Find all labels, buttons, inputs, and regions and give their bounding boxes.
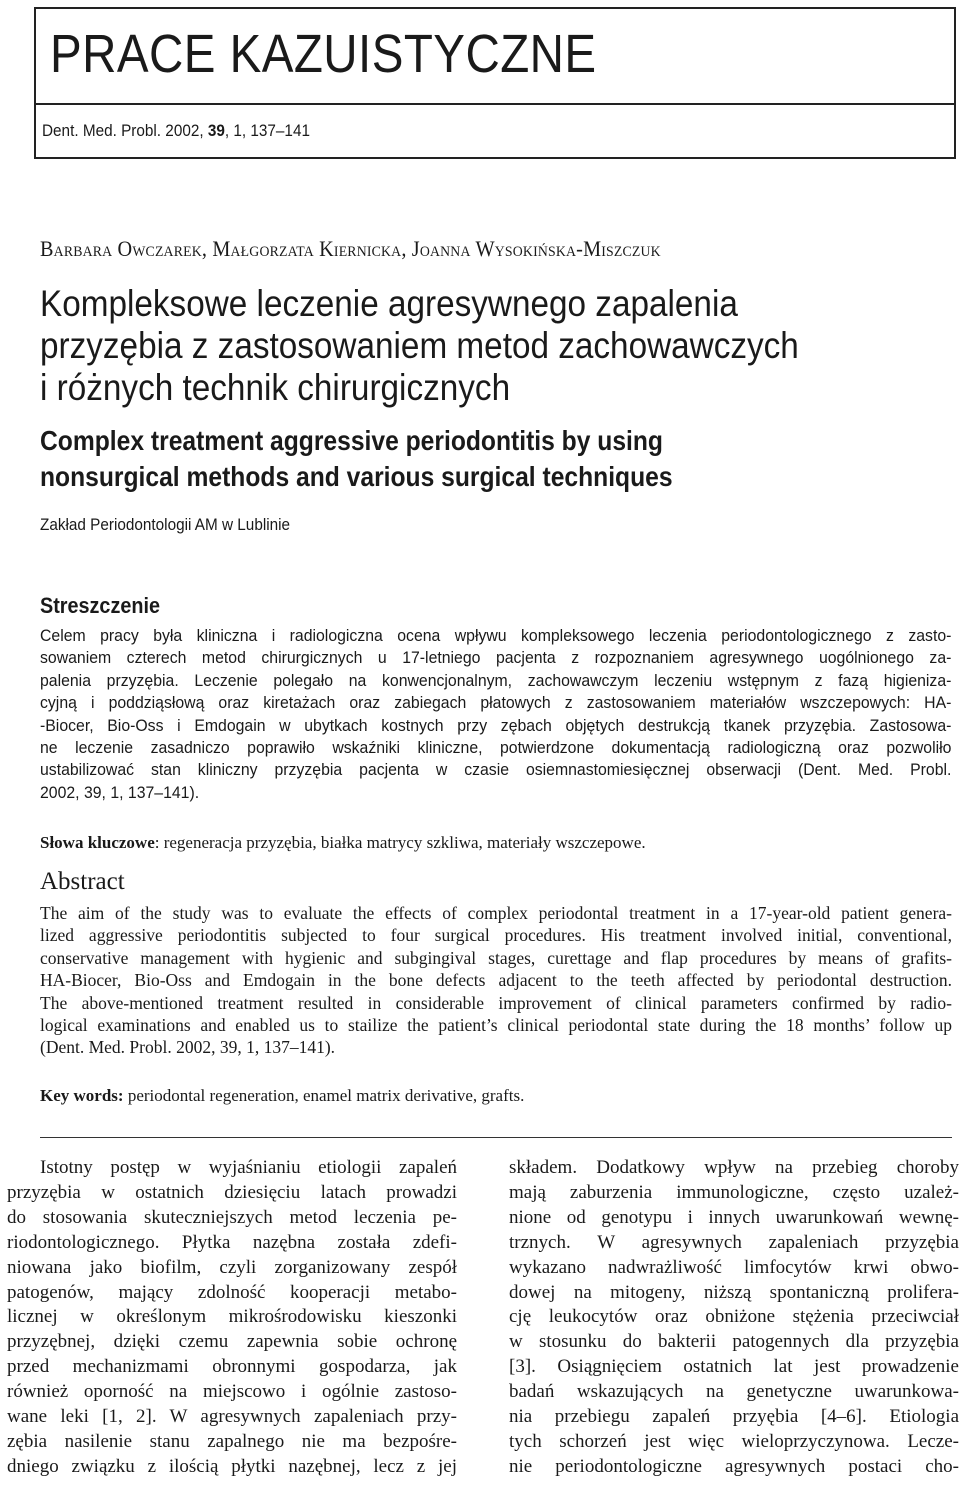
title-pl-line: przyzębia z zastosowaniem metod zachowawczych: [40, 325, 799, 366]
abstract-line: (Dent. Med. Probl. 2002, 39, 1, 137–141).: [40, 1037, 336, 1058]
affiliation: Zakład Periodontologii AM w Lublinie: [40, 515, 291, 534]
slowa-kluczowe-text: : regeneracja przyzębia, białka matrycy szkliwa, materiały wszczepowe.: [154, 833, 646, 852]
streszczenie-text: [40, 625, 951, 804]
title-en-line: nonsurgical methods and various surgical techniques: [40, 461, 673, 492]
body-line: nie periodontologiczne agresywnych postaci cho-: [509, 1455, 959, 1477]
abstract-line: HA-Biocer, Bio-Oss and Emdogain in the bone defects adjacent to the teeth affected by periodontal destruction.: [40, 970, 952, 991]
abstract-line: lized aggressive periodontitis subjected to four surgical procedures. His treatment involved initial, conventional,: [40, 925, 952, 946]
body-line: składem. Dodatkowy wpływ na przebieg choroby: [509, 1157, 959, 1178]
article-authors: Barbara Owczarek, Małgorzata Kiernicka, Joanna Wysokińska-Miszczuk: [40, 236, 661, 261]
key-words: [40, 1085, 524, 1107]
body-line: badań wskazujących na genetyczne uwarunkowa-: [509, 1381, 959, 1403]
body-line: cję leukocytów oraz obniżone stężenia przeciwciał: [509, 1306, 959, 1328]
journal-header-box: [34, 7, 956, 159]
slowa-kluczowe-label: Słowa kluczowe: [40, 833, 155, 852]
abstract-text: [40, 902, 952, 1059]
body-line: nione od genotypu i innych uwarunkowań wewnę-: [509, 1206, 959, 1228]
streszczenie-line: 2002, 39, 1, 137–141).: [40, 782, 200, 802]
title-pl-line: Kompleksowe leczenie agresywnego zapalenia: [40, 283, 738, 324]
body-line: wane leki [1, 2]. W agresywnych zapaleniach przy-: [7, 1406, 457, 1428]
body-line: zębia nasilenie stanu zapalnego nie ma bezpośre-: [7, 1430, 457, 1452]
body-line: wykazano nadwrażliwość limfocytów krwi obwo-: [509, 1256, 959, 1278]
abstract-line: conservative management with hygienic and subgingival stages, curettage and flap procedures by means of grafits-: [40, 947, 952, 968]
body-line: nia przebiegu zapaleń przyębia [4–6]. Etiologia: [509, 1406, 959, 1428]
slowa-kluczowe: [40, 832, 646, 854]
body-column-left: [7, 1156, 457, 1480]
body-line: patogenów, mający zdolność kooperacji metabo-: [7, 1281, 457, 1303]
streszczenie-heading: Streszczenie: [40, 593, 160, 618]
abstract-heading: Abstract: [40, 868, 125, 895]
header-divider: [36, 103, 954, 105]
body-line: przyzębia w ostatnich dziesięciu latach prowadzi: [7, 1181, 457, 1203]
section-title: PRACE KAZUISTYCZNE: [50, 24, 597, 84]
streszczenie-line: sowaniem czterech metod chirurgicznych u 17-letniego pacjenta z rozpoznaniem agresywnego uogólnionego za-: [40, 648, 952, 668]
article-title-en: [40, 423, 850, 495]
body-line: w stosunku do bakterii patogennych dla przyzębia: [509, 1331, 959, 1353]
body-line: tych schorzeń jest więc wieloprzyczynowa. Leczе-: [509, 1430, 959, 1452]
body-line: licznej w określonym mikrośrodowisku kieszonki: [7, 1306, 457, 1328]
key-words-text: periodontal regeneration, enamel matrix derivative, grafts.: [123, 1086, 525, 1105]
streszczenie-line: ustabilizować stan kliniczny przyzębia pacjenta w czasie osiemnastomiesięcznej obserwacji (Dent. Med. Probl.: [40, 760, 952, 780]
title-pl-line: i różnych technik chirurgicznych: [40, 367, 511, 408]
abstract-line: The above-mentioned treatment resulted in considerable improvement of clinical parameters confirmed by radio-: [40, 992, 952, 1013]
section-rule: [40, 1137, 952, 1138]
body-line: przyzębnej, dzięki czemu zapewnia sobie ochronę: [7, 1331, 457, 1353]
body-line: Istotny postęp w wyjaśnianiu etiologii zapaleń: [40, 1157, 457, 1178]
body-line: dowej na mitogeny, niższą spontaniczną prolifera-: [509, 1281, 959, 1303]
streszczenie-line: Celem pracy była kliniczna i radiologiczna ocena wpływu kompleksowego leczenia periodontologicznego z zasto-: [40, 626, 952, 645]
streszczenie-line: -Biocer, Bio-Oss i Emdogain w ubytkach kostnych przy zębach objętych destrukcją tkanek przyzębia. Zastosowa-: [40, 715, 952, 735]
citation-suffix: , 1, 137–141: [224, 121, 310, 140]
body-line: przed mechanizmami obronnymi gospodarza, jak: [7, 1356, 457, 1378]
body-line: riodontologicznego. Płytka nazębna została zdefi-: [7, 1231, 457, 1253]
abstract-line: The aim of the study was to evaluate the effects of complex periodontal treatment in a 17-year-old patient genera-: [40, 903, 952, 923]
streszczenie-line: ne leczenie zasadniczo poprawiło wskaźniki kliniczne, potwierdzone dokumentacją radiologiczną oraz pozwoliło: [40, 738, 952, 758]
body-line: również oporność na miejscowo i ogólnie zastoso-: [7, 1381, 457, 1403]
body-line: trznych. W agresywnych zapaleniach przyzębia: [509, 1231, 959, 1253]
article-title-pl: [40, 283, 868, 409]
streszczenie-line: palenia przyzębia. Leczenie polegało na konwencjonalnym, zachowawczym leczeniu wstępnym z fazą higieniza-: [40, 670, 952, 690]
journal-citation: [42, 121, 310, 141]
body-line: niowana jako biofilm, czyli zorganizowany zespół: [7, 1256, 457, 1278]
body-line: do stosowania skuteczniejszych metod leczenia pe-: [7, 1206, 457, 1228]
title-en-line: Complex treatment aggressive periodontitis by using: [40, 425, 663, 456]
key-words-label: Key words:: [40, 1086, 124, 1105]
body-line: dniego związku z ilością płytki nazębnej, lecz z jej: [7, 1455, 457, 1477]
body-line: mają zaburzenia immunologiczne, często uzależ-: [509, 1181, 959, 1203]
abstract-line: logical examinations and enabled us to stailize the patient’s clinical periodontal state during the 18 months’ follow up: [40, 1015, 952, 1036]
citation-volume: 39: [207, 121, 225, 140]
citation-prefix: Dent. Med. Probl. 2002,: [42, 121, 208, 140]
streszczenie-line: cyjną i poddziąsłową oraz kiretażach oraz zabiegach płatowych z zastosowaniem materiałów wszczepowych: HA-: [40, 693, 952, 713]
body-line: [3]. Osiągnięciem ostatnich lat jest prowadzenie: [509, 1356, 959, 1378]
body-column-right: [509, 1156, 959, 1480]
